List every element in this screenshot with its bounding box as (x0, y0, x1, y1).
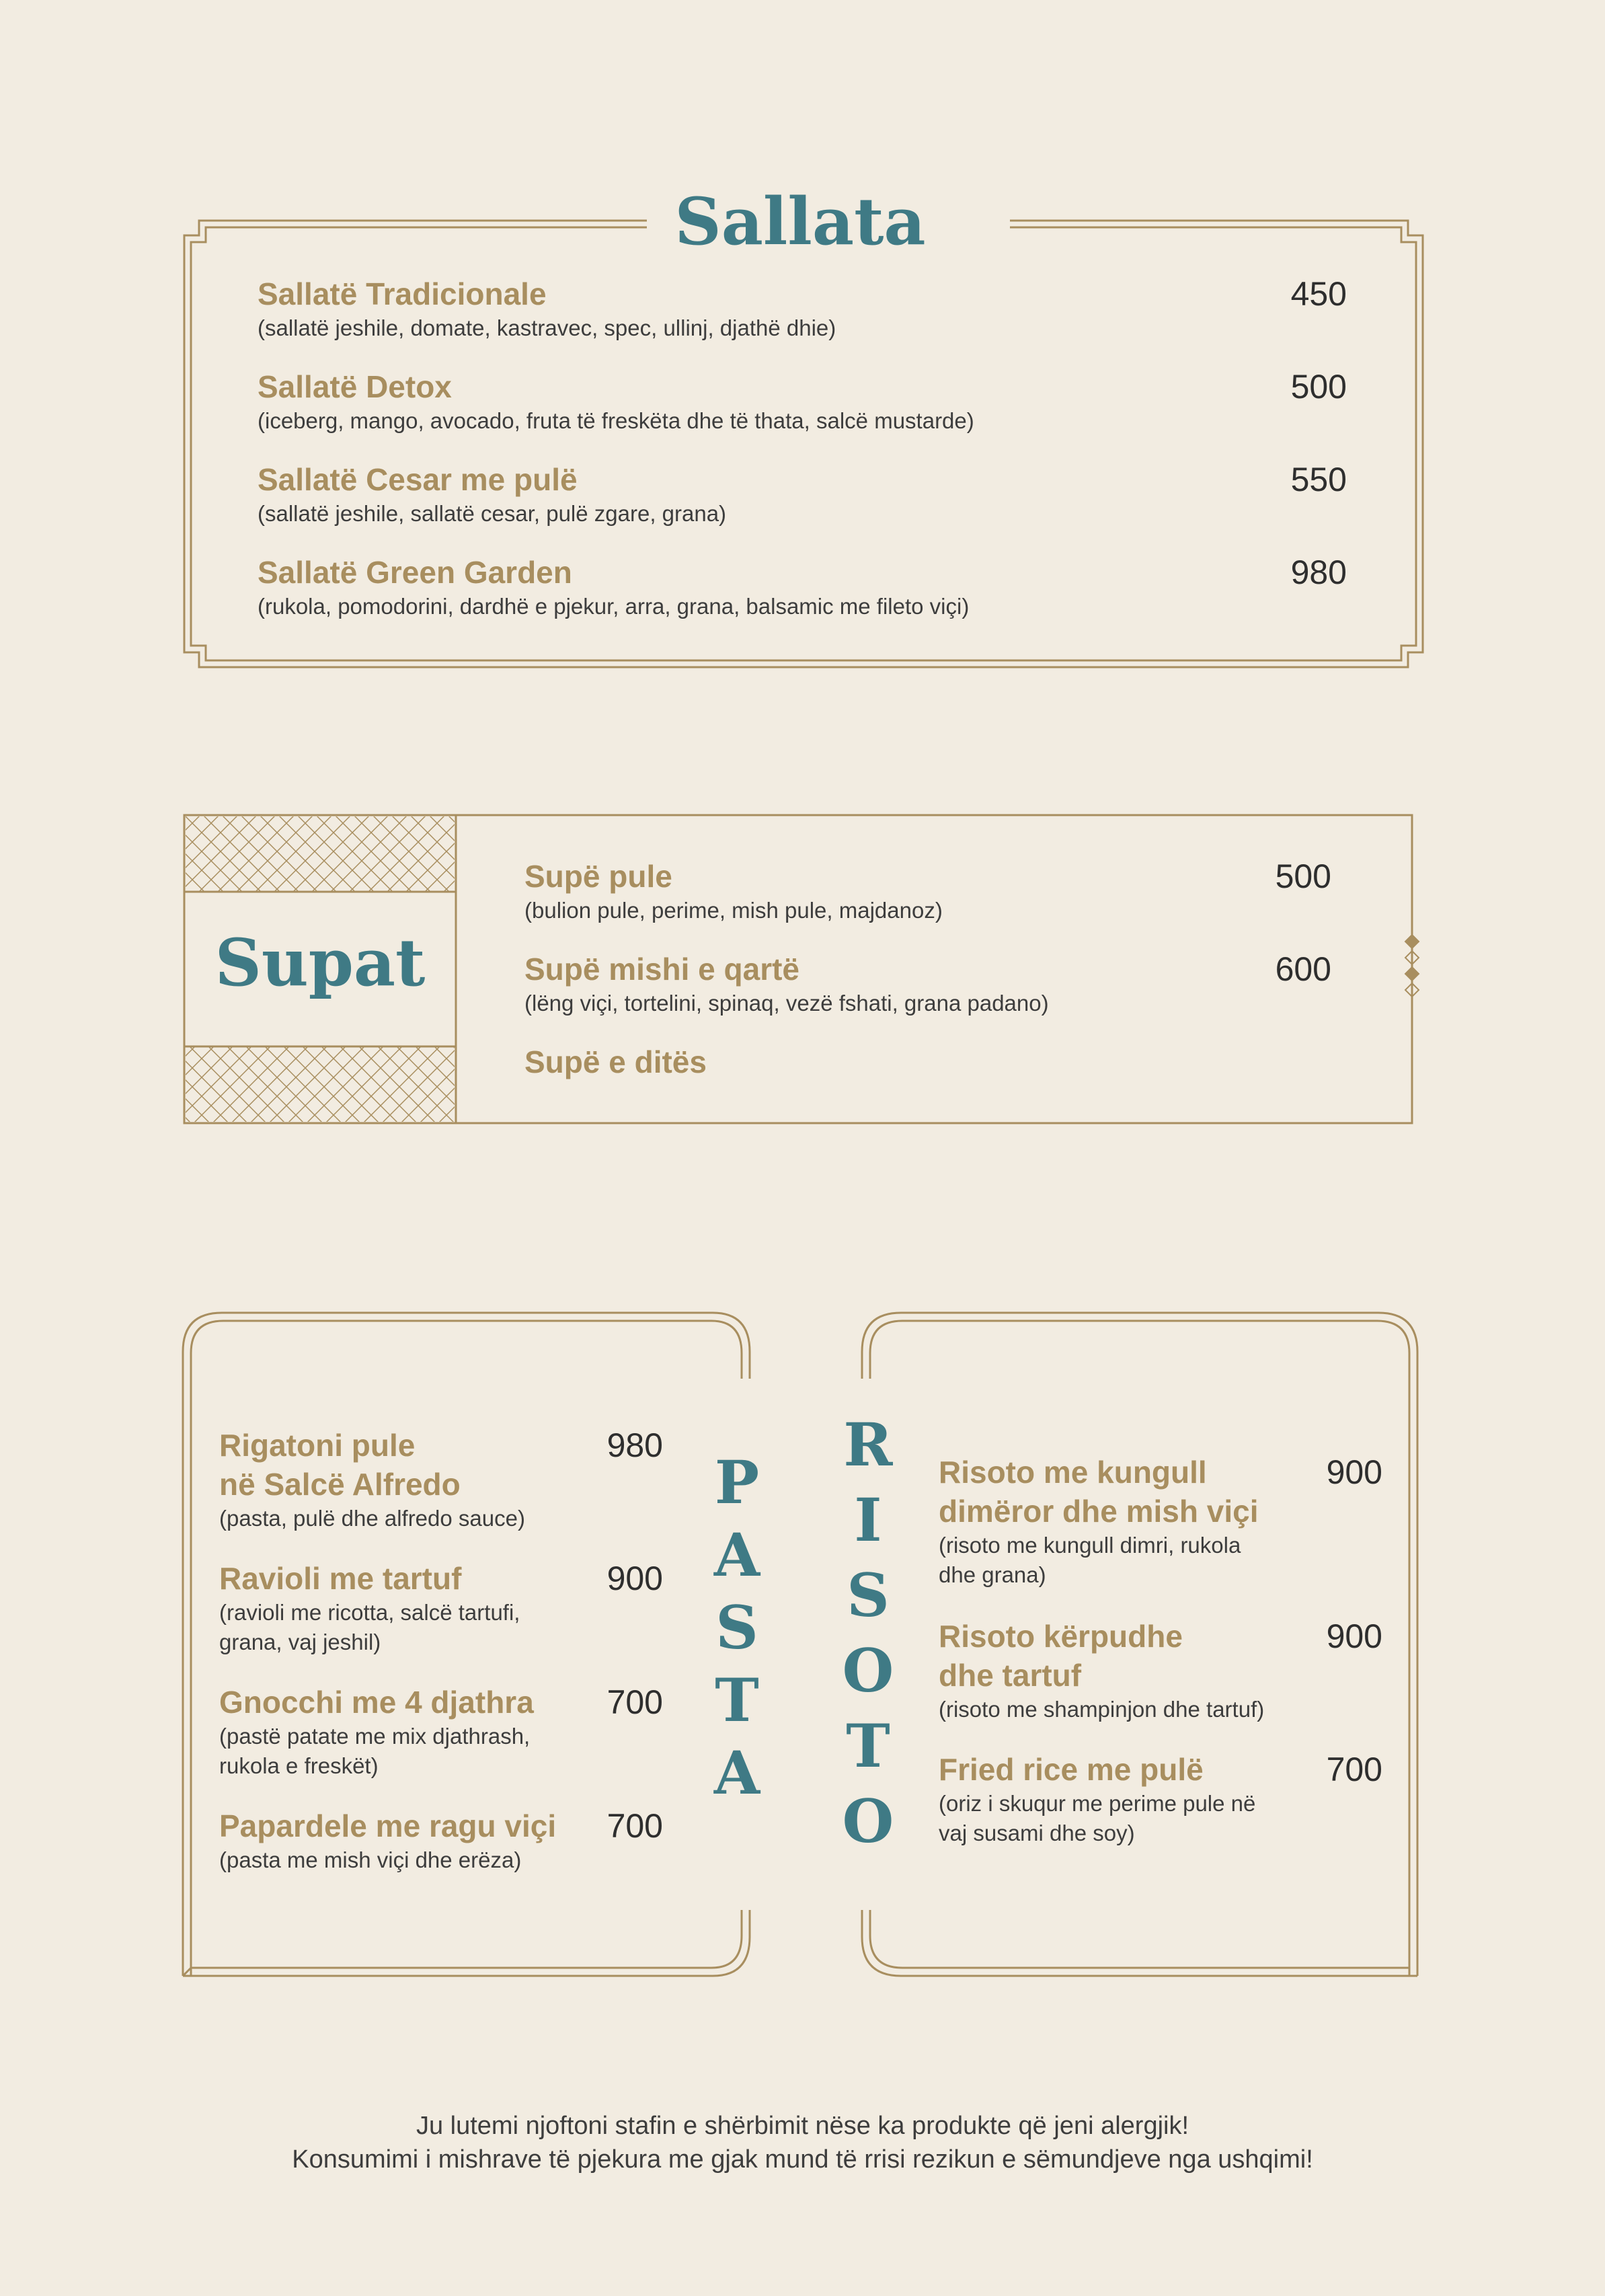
sallata-title: Sallata (674, 184, 926, 260)
menu-item (524, 950, 1331, 1037)
item-description: (sallatë jeshile, sallatë cesar, pulë zgare, grana) (258, 501, 727, 526)
menu-item (219, 1806, 663, 1875)
item-name: Gnocchi me 4 djathra (219, 1685, 534, 1720)
item-price: 980 (606, 1426, 663, 1464)
menu-item (939, 1617, 1382, 1724)
item-price: 500 (1275, 857, 1331, 895)
item-name: dhe tartuf (939, 1658, 1082, 1693)
menu-item (219, 1426, 663, 1533)
item-price: 900 (1326, 1617, 1382, 1655)
item-description: (risoto me kungull dimri, rukola (939, 1533, 1241, 1558)
item-name: Sallatë Cesar me pulë (258, 462, 578, 497)
item-description: (lëng viçi, tortelini, spinaq, vezë fshati, grana padano) (524, 991, 1049, 1016)
item-price: 500 (1290, 368, 1347, 406)
menu-item (524, 1042, 1331, 1089)
menu-item (258, 553, 1347, 640)
item-name: Fried rice me pulë (939, 1752, 1204, 1787)
item-description: (sallatë jeshile, domate, kastravec, spec, ullinj, djathë dhie) (258, 315, 836, 340)
pasta-letter: A (713, 1520, 760, 1590)
pasta-letter: A (713, 1738, 760, 1808)
item-name: Sallatë Tradicionale (258, 276, 547, 311)
menu-item (258, 460, 1347, 547)
item-name: Ravioli me tartuf (219, 1561, 462, 1596)
item-description: (iceberg, mango, avocado, fruta të freskëta dhe të thata, salcë mustarde) (258, 408, 974, 433)
allergy-notice: Ju lutemi njoftoni stafin e shërbimit nëse ka produkte që jeni alergjik! (416, 2112, 1189, 2140)
item-description: (bulion pule, perime, mish pule, majdanoz) (524, 898, 943, 923)
item-description: (pastë patate me mix djathrash, (219, 1724, 531, 1749)
item-name: Supë mishi e qartë (524, 952, 800, 987)
item-name: Risoto kërpudhe (939, 1619, 1183, 1654)
item-name: Rigatoni pule (219, 1428, 416, 1463)
risoto-letter: O (842, 1786, 894, 1856)
menu-item (258, 367, 1347, 455)
item-price: 550 (1290, 461, 1347, 498)
item-price: 900 (606, 1560, 663, 1597)
item-name: në Salcë Alfredo (219, 1467, 461, 1502)
item-price: 450 (1290, 275, 1347, 313)
item-description: dhe grana) (939, 1562, 1046, 1587)
pasta-letter: P (714, 1447, 760, 1517)
item-price: 900 (1326, 1453, 1382, 1491)
menu-item (939, 1453, 1382, 1590)
item-name: Risoto me kungull (939, 1455, 1207, 1490)
item-name: Supë e ditës (524, 1044, 707, 1079)
risoto-letter: S (847, 1560, 890, 1630)
item-price: 600 (1275, 950, 1331, 988)
risoto-letter: R (843, 1410, 893, 1480)
item-description: (pasta me mish viçi dhe erëza) (219, 1847, 522, 1872)
item-description: vaj susami dhe soy) (939, 1821, 1135, 1845)
item-price: 980 (1290, 553, 1347, 591)
item-description: (risoto me shampinjon dhe tartuf) (939, 1697, 1265, 1722)
risoto-letter: T (846, 1711, 890, 1781)
item-name: dimëror dhe mish viçi (939, 1494, 1259, 1529)
pasta-vertical-title (697, 1447, 777, 1816)
menu-item (939, 1750, 1382, 1848)
item-price: 700 (1326, 1751, 1382, 1788)
item-description: (pasta, pulë dhe alfredo sauce) (219, 1506, 525, 1531)
item-description: (ravioli me ricotta, salcë tartufi, (219, 1600, 520, 1625)
item-description: (rukola, pomodorini, dardhë e pjekur, arra, grana, balsamic me fileto viçi) (258, 594, 970, 619)
item-name: Sallatë Green Garden (258, 555, 572, 590)
menu-item (219, 1683, 663, 1781)
risoto-letter: I (854, 1485, 882, 1555)
item-price: 700 (606, 1807, 663, 1845)
food-safety-notice: Konsumimi i mishrave të pjekura me gjak mund të rrisi rezikun e sëmundjeve nga ushqimi! (292, 2145, 1313, 2174)
menu-item (258, 274, 1347, 362)
menu-item (219, 1559, 663, 1657)
item-price: 700 (606, 1683, 663, 1721)
risoto-letter: O (842, 1636, 894, 1706)
supat-title: Supat (214, 925, 426, 1001)
pasta-letter: S (715, 1593, 758, 1662)
menu-item (524, 857, 1331, 944)
item-name: Papardele me ragu viçi (219, 1808, 557, 1843)
diamond-ornament-icon (1399, 932, 1425, 1006)
item-name: Supë pule (524, 859, 672, 894)
item-name: Sallatë Detox (258, 369, 452, 404)
item-description: grana, vaj jeshil) (219, 1630, 381, 1654)
item-description: rukola e freskët) (219, 1753, 379, 1778)
risoto-vertical-title (828, 1410, 908, 1867)
pasta-letter: T (715, 1665, 759, 1735)
item-description: (oriz i skuqur me perime pule në (939, 1791, 1256, 1816)
